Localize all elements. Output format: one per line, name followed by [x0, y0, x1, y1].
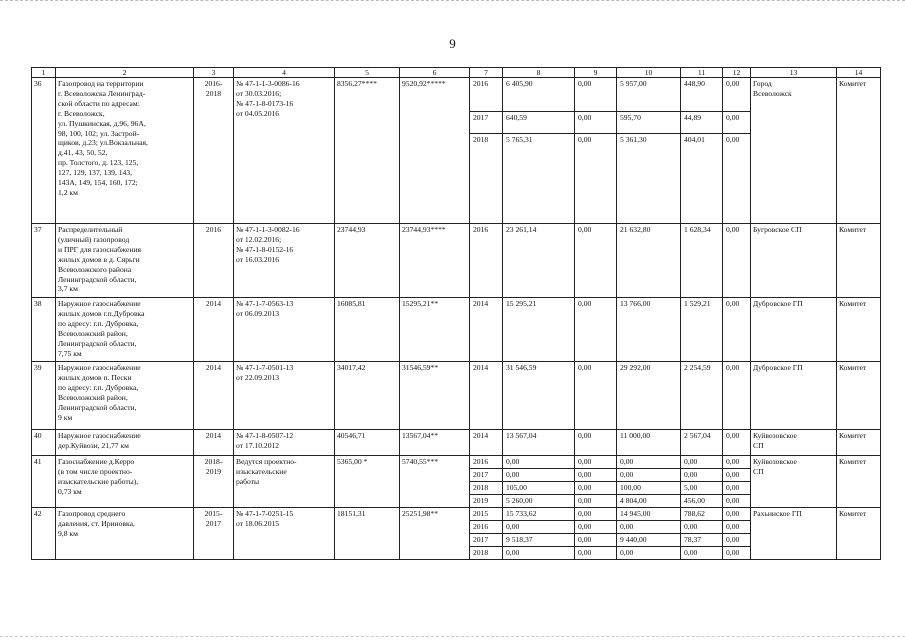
scan-top-edge	[0, 0, 905, 3]
table-row	[32, 78, 881, 112]
col-header: 5	[335, 68, 400, 78]
table-row	[32, 430, 881, 456]
total-amount: 15 733,62	[503, 508, 575, 521]
estimated-cost: 8356,27****	[335, 78, 400, 224]
financing-year: 2019	[470, 495, 503, 508]
regional-budget: 21 632,80	[617, 224, 681, 298]
other-sources: 0,00	[723, 112, 751, 134]
regional-budget: 0,00	[617, 469, 681, 482]
financing-year: 2017	[470, 534, 503, 547]
local-budget: 0,00	[681, 547, 723, 560]
row-number: 41	[32, 456, 56, 508]
construction-period: 2016	[194, 224, 234, 298]
responsible-body: Комитет	[837, 508, 881, 560]
other-sources: 0,00	[723, 456, 751, 469]
total-financing: 13567,04**	[400, 430, 470, 456]
regional-budget: 0,00	[617, 521, 681, 534]
federal-budget: 0,00	[575, 547, 617, 560]
col-header: 3	[194, 68, 234, 78]
federal-budget: 0,00	[575, 362, 617, 430]
estimated-cost: 16085,81	[335, 298, 400, 362]
total-amount: 0,00	[503, 547, 575, 560]
project-documents: Ведутся проектно- изыскательские работы	[234, 456, 335, 508]
col-header: 10	[617, 68, 681, 78]
other-sources: 0,00	[723, 298, 751, 362]
construction-period: 2016- 2018	[194, 78, 234, 224]
total-financing: 9520,92*****	[400, 78, 470, 224]
object-name: Наружное газоснабжение жилых домов г.п.Дубровка по адресу: г.п. Дубровка, Всеволожский район, Ленинградской области, 7,75 км	[56, 298, 194, 362]
local-budget: 2 567,04	[681, 430, 723, 456]
table-row	[32, 362, 881, 430]
local-budget: 0,00	[681, 521, 723, 534]
regional-budget: 100,00	[617, 482, 681, 495]
total-financing: 25251,98**	[400, 508, 470, 560]
responsible-body: Комитет	[837, 430, 881, 456]
financing-year: 2016	[470, 521, 503, 534]
local-budget: 1 628,34	[681, 224, 723, 298]
other-sources: 0,00	[723, 482, 751, 495]
other-sources: 0,00	[723, 430, 751, 456]
row-number: 36	[32, 78, 56, 224]
total-amount: 15 295,21	[503, 298, 575, 362]
row-number: 42	[32, 508, 56, 560]
row-number: 40	[32, 430, 56, 456]
federal-budget: 0,00	[575, 495, 617, 508]
total-amount: 23 261,14	[503, 224, 575, 298]
estimated-cost: 23744,93	[335, 224, 400, 298]
col-header: 8	[503, 68, 575, 78]
local-budget: 456,00	[681, 495, 723, 508]
other-sources: 0,00	[723, 547, 751, 560]
table-row	[32, 508, 881, 521]
municipality: Бугровское СП	[751, 224, 837, 298]
other-sources: 0,00	[723, 534, 751, 547]
object-name: Распределительный (уличный) газопровод и ПРГ для газоснабжения жилых домов в д. Сярьги Всеволожского района Ленинградской области, 3,7 км	[56, 224, 194, 298]
scan-bottom-edge	[0, 636, 905, 638]
municipality: Дубровское ГП	[751, 362, 837, 430]
total-amount: 0,00	[503, 456, 575, 469]
financing-year: 2015	[470, 508, 503, 521]
col-header: 4	[234, 68, 335, 78]
financing-year: 2016	[470, 78, 503, 112]
estimated-cost: 5365,00 *	[335, 456, 400, 508]
total-financing: 5740,55***	[400, 456, 470, 508]
municipality: Город Всеволожск	[751, 78, 837, 224]
other-sources: 0,00	[723, 134, 751, 224]
other-sources: 0,00	[723, 78, 751, 112]
local-budget: 788,62	[681, 508, 723, 521]
federal-budget: 0,00	[575, 134, 617, 224]
column-number-header	[32, 68, 881, 78]
financing-year: 2017	[470, 112, 503, 134]
total-amount: 0,00	[503, 521, 575, 534]
financing-year: 2016	[470, 224, 503, 298]
federal-budget: 0,00	[575, 508, 617, 521]
col-header: 9	[575, 68, 617, 78]
regional-budget: 5 957,00	[617, 78, 681, 112]
total-amount: 6 405,90	[503, 78, 575, 112]
row-number: 39	[32, 362, 56, 430]
total-financing: 23744,93****	[400, 224, 470, 298]
total-amount: 5 260,00	[503, 495, 575, 508]
financing-year: 2014	[470, 430, 503, 456]
table-row	[32, 224, 881, 298]
col-header: 1	[32, 68, 56, 78]
estimated-cost: 18151,31	[335, 508, 400, 560]
federal-budget: 0,00	[575, 224, 617, 298]
col-header: 7	[470, 68, 503, 78]
responsible-body: Комитет	[837, 456, 881, 508]
other-sources: 0,00	[723, 224, 751, 298]
federal-budget: 0,00	[575, 456, 617, 469]
local-budget: 0,00	[681, 456, 723, 469]
project-documents: № 47-1-1-3-0086-16 от 30.03.2016; № 47-1-8-0173-16 от 04.05.2016	[234, 78, 335, 224]
federal-budget: 0,00	[575, 430, 617, 456]
table-row	[32, 456, 881, 469]
project-documents: № 47-1-8-0507-12 от 17.10.2012	[234, 430, 335, 456]
page-number: 9	[449, 36, 456, 51]
federal-budget: 0,00	[575, 112, 617, 134]
construction-period: 2015- 2017	[194, 508, 234, 560]
responsible-body: Комитет	[837, 78, 881, 224]
project-documents: № 47-1-1-3-0082-16 от 12.02.2016; № 47-1-8-0152-16 от 16.03.2016	[234, 224, 335, 298]
total-amount: 105,00	[503, 482, 575, 495]
col-header: 2	[56, 68, 194, 78]
federal-budget: 0,00	[575, 482, 617, 495]
regional-budget: 0,00	[617, 547, 681, 560]
col-header: 12	[723, 68, 751, 78]
local-budget: 448,90	[681, 78, 723, 112]
regional-budget: 0,00	[617, 456, 681, 469]
municipality: Куйвозовское СП	[751, 430, 837, 456]
regional-budget: 5 361,30	[617, 134, 681, 224]
federal-budget: 0,00	[575, 534, 617, 547]
responsible-body: Комитет	[837, 298, 881, 362]
local-budget: 44,89	[681, 112, 723, 134]
municipality: Рахьинское ГП	[751, 508, 837, 560]
other-sources: 0,00	[723, 362, 751, 430]
other-sources: 0,00	[723, 521, 751, 534]
program-table	[31, 67, 881, 560]
financing-year: 2018	[470, 134, 503, 224]
other-sources: 0,00	[723, 508, 751, 521]
regional-budget: 4 804,00	[617, 495, 681, 508]
total-amount: 640,59	[503, 112, 575, 134]
construction-period: 2018- 2019	[194, 456, 234, 508]
financing-year: 2014	[470, 298, 503, 362]
total-amount: 31 546,59	[503, 362, 575, 430]
col-header: 11	[681, 68, 723, 78]
total-amount: 13 567,04	[503, 430, 575, 456]
estimated-cost: 40546,71	[335, 430, 400, 456]
local-budget: 5,00	[681, 482, 723, 495]
project-documents: № 47-1-7-0501-13 от 22.09.2013	[234, 362, 335, 430]
regional-budget: 11 000,00	[617, 430, 681, 456]
financing-year: 2014	[470, 362, 503, 430]
total-amount: 0,00	[503, 469, 575, 482]
local-budget: 78,37	[681, 534, 723, 547]
object-name: Газопровод на территории г. Всеволожска Ленинград- ской области по адресам: г. Всеволожск, ул. Пушкинская, д.96, 96А, 98, 100, 102; ул. Застрой- щиков, д.23; ул.Вокзальная, д.41, 43, 50, 52, пр. Толстого, д. 123, 125, 127, 129, 137, 139, 143, 143А, 149, 154, 160, 172; 1,2 км	[56, 78, 194, 224]
construction-period: 2014	[194, 362, 234, 430]
municipality: Куйвозовское СП	[751, 456, 837, 508]
local-budget: 404,01	[681, 134, 723, 224]
federal-budget: 0,00	[575, 78, 617, 112]
local-budget: 2 254,59	[681, 362, 723, 430]
federal-budget: 0,00	[575, 469, 617, 482]
federal-budget: 0,00	[575, 521, 617, 534]
regional-budget: 595,70	[617, 112, 681, 134]
total-financing: 31546,59**	[400, 362, 470, 430]
regional-budget: 9 440,00	[617, 534, 681, 547]
other-sources: 0,00	[723, 495, 751, 508]
regional-budget: 14 945,00	[617, 508, 681, 521]
total-amount: 5 765,31	[503, 134, 575, 224]
financing-year: 2016	[470, 456, 503, 469]
row-number: 38	[32, 298, 56, 362]
total-amount: 9 518,37	[503, 534, 575, 547]
responsible-body: Комитет	[837, 224, 881, 298]
col-header: 6	[400, 68, 470, 78]
responsible-body: Комитет	[837, 362, 881, 430]
object-name: Наружное газоснабжение жилых домов п. Пески по адресу: г.п. Дубровка, Всеволожский район, Ленинградской области, 9 км	[56, 362, 194, 430]
construction-period: 2014	[194, 298, 234, 362]
object-name: Наружное газоснабжение дер.Куйвози, 21,77 км	[56, 430, 194, 456]
local-budget: 0,00	[681, 469, 723, 482]
project-documents: № 47-1-7-0563-13 от 06.09.2013	[234, 298, 335, 362]
municipality: Дубровское ГП	[751, 298, 837, 362]
table-row	[32, 298, 881, 362]
construction-period: 2014	[194, 430, 234, 456]
local-budget: 1 529,21	[681, 298, 723, 362]
object-name: Газопровод среднего давления, ст. Ириновка, 9,8 км	[56, 508, 194, 560]
col-header: 14	[837, 68, 881, 78]
financing-year: 2018	[470, 482, 503, 495]
col-header: 13	[751, 68, 837, 78]
other-sources: 0,00	[723, 469, 751, 482]
regional-budget: 13 766,00	[617, 298, 681, 362]
object-name: Газоснабжение д.Керро (в том числе проектно- изыскательские работы), 0,73 км	[56, 456, 194, 508]
regional-budget: 29 292,00	[617, 362, 681, 430]
estimated-cost: 34017,42	[335, 362, 400, 430]
financing-year: 2017	[470, 469, 503, 482]
financing-year: 2018	[470, 547, 503, 560]
project-documents: № 47-1-7-0251-15 от 18.06.2015	[234, 508, 335, 560]
federal-budget: 0,00	[575, 298, 617, 362]
total-financing: 15295,21**	[400, 298, 470, 362]
row-number: 37	[32, 224, 56, 298]
